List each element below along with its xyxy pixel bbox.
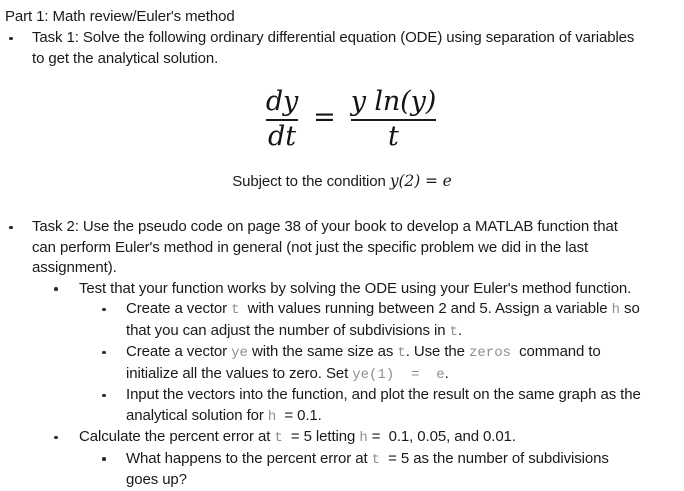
list-item xyxy=(0,449,684,491)
list-item-line xyxy=(126,342,684,364)
list-item-line xyxy=(32,238,684,259)
plain-text: Input the vectors into the function, and plot the result on the same graph as the xyxy=(126,386,641,404)
plain-text: to get the analytical solution. xyxy=(32,49,219,67)
equals-sign: = xyxy=(313,101,336,133)
code-text: t xyxy=(274,430,283,447)
bullet-dot xyxy=(102,457,106,461)
code-text: h xyxy=(267,408,277,425)
bullet-dot xyxy=(9,226,13,230)
list-item-line xyxy=(32,217,684,238)
bullet-dot xyxy=(102,308,106,312)
code-text: t xyxy=(371,451,381,468)
list-item xyxy=(0,299,684,342)
plain-text: . xyxy=(457,321,463,339)
list-item-line xyxy=(79,427,684,449)
plain-text: = 0.1, 0.05, and 0.01. xyxy=(367,428,516,446)
plain-text: initialize all the values to zero. Set xyxy=(126,364,353,382)
bullet-dot xyxy=(102,394,106,398)
bullet-dot xyxy=(54,436,58,440)
plain-text: = 0.1. xyxy=(276,406,322,424)
plain-text: Subject to the condition xyxy=(232,173,390,191)
list-item xyxy=(0,279,684,300)
plain-text: . xyxy=(444,364,449,382)
fraction-lhs-denominator: dt xyxy=(268,120,296,152)
list-item-line xyxy=(126,321,684,343)
plain-text: goes up? xyxy=(126,471,187,489)
list-item-line xyxy=(126,299,684,321)
fraction-rhs-numerator: y ln(y) xyxy=(350,86,437,117)
plain-text: with the same size as xyxy=(247,343,398,361)
plain-text: assignment). xyxy=(32,259,117,277)
list-item-line xyxy=(126,449,684,471)
list-item-line xyxy=(126,385,684,406)
ode-equation xyxy=(18,88,684,150)
list-item xyxy=(0,385,684,427)
fraction-lhs-numerator: dy xyxy=(265,86,299,117)
list-item-line xyxy=(126,470,684,491)
initial-condition xyxy=(0,171,684,192)
code-text: ye xyxy=(231,345,248,362)
math-text: y(2) = e xyxy=(389,172,452,191)
plain-text: Calculate the percent error at xyxy=(79,428,275,446)
task1-section xyxy=(0,28,684,69)
plain-text: What happens to the percent error at xyxy=(126,449,372,467)
bullet-dot xyxy=(54,287,58,291)
plain-text: = 5 letting xyxy=(282,428,360,446)
bullet-dot xyxy=(102,351,106,355)
code-text: t xyxy=(231,302,240,319)
list-item-line xyxy=(32,258,684,279)
list-item-line xyxy=(32,28,684,49)
plain-text: Create a vector xyxy=(126,343,232,361)
page-title: Part 1: Math review/Euler's method xyxy=(5,8,235,25)
code-text: zeros xyxy=(468,345,511,362)
plain-text: command to xyxy=(511,343,601,361)
list-item-line xyxy=(79,279,684,300)
plain-text: Create a vector xyxy=(126,300,232,318)
fraction-rhs-denominator: t xyxy=(388,120,399,152)
code-text: t xyxy=(397,345,406,362)
fraction-rhs xyxy=(351,88,436,150)
code-text: h xyxy=(359,430,368,447)
list-item xyxy=(0,427,684,449)
fraction-lhs xyxy=(266,88,298,150)
list-item-line xyxy=(126,406,684,428)
code-text: ye(1) = e xyxy=(352,366,445,383)
plain-text: analytical solution for xyxy=(126,406,268,424)
list-item-line xyxy=(126,364,684,386)
code-text: t xyxy=(449,323,458,340)
plain-text: Task 1: Solve the following ordinary differential equation (ODE) using separation of variables xyxy=(32,29,635,46)
plain-text: so xyxy=(619,300,640,318)
list-item xyxy=(0,342,684,385)
plain-text: . Use the xyxy=(405,343,469,361)
list-item xyxy=(0,28,684,69)
plain-text: = 5 as the number of subdivisions xyxy=(380,449,609,467)
code-text: h xyxy=(611,302,620,319)
plain-text: Test that your function works by solving the ODE using your Euler's method function. xyxy=(79,279,632,297)
task2-section xyxy=(0,217,684,491)
plain-text: that you can adjust the number of subdivisions in xyxy=(126,321,450,339)
bullet-dot xyxy=(9,37,13,41)
plain-text: with values running between 2 and 5. Assign a variable xyxy=(239,300,612,318)
plain-text: can perform Euler's method in general (not just the specific problem we did in the last xyxy=(32,238,589,256)
list-item xyxy=(0,217,684,279)
list-item-line xyxy=(32,49,684,70)
plain-text: Task 2: Use the pseudo code on page 38 of your book to develop a MATLAB function that xyxy=(32,218,618,236)
